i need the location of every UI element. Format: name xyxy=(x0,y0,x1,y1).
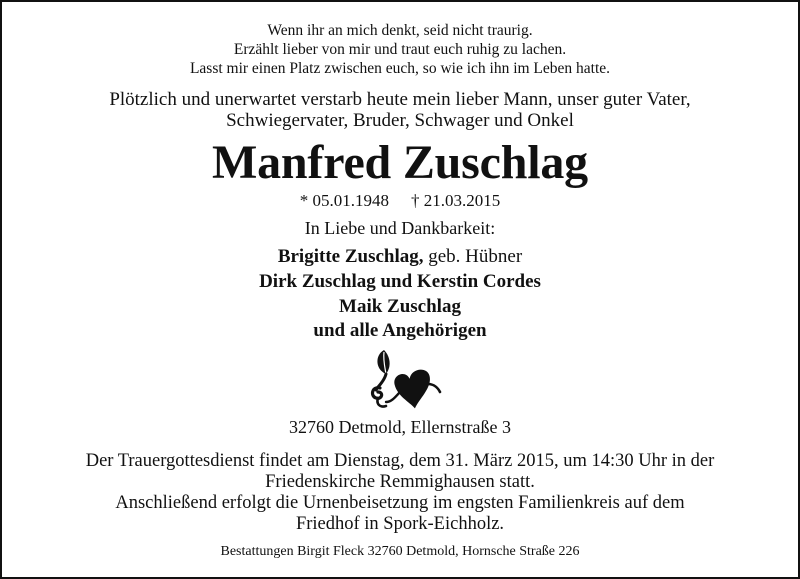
poem-line-1: Wenn ihr an mich denkt, seid nicht traurig. xyxy=(267,22,533,39)
service-line-3: Anschließend erfolgt die Urnenbeisetzung im engsten Familienkreis auf dem xyxy=(115,493,685,513)
heart-with-leaf-icon xyxy=(366,346,442,410)
mourner-line-1: Dirk Zuschlag und Kerstin Cordes xyxy=(259,271,541,292)
mourner-line-3: und alle Angehörigen xyxy=(313,320,487,341)
intro-line-1: Plötzlich und unerwartet verstarb heute mein lieber Mann, unser guter Vater, xyxy=(109,89,691,110)
thanks-line: In Liebe und Dankbarkeit: xyxy=(304,218,496,238)
death-date: † 21.03.2015 xyxy=(411,191,501,210)
undertaker-line: Bestattungen Birgit Fleck 32760 Detmold, Hornsche Straße 226 xyxy=(220,544,580,559)
poem-line-2: Erzählt lieber von mir und traut euch ruhig zu lachen. xyxy=(233,41,567,58)
service-line-1: Der Trauergottesdienst findet am Dienstag, dem 31. März 2015, um 14:30 Uhr in der xyxy=(85,451,715,471)
poem-line-3: Lasst mir einen Platz zwischen euch, so wie ich ihn im Leben hatte. xyxy=(189,60,611,77)
intro-line-2: Schwiegervater, Bruder, Schwager und Onkel xyxy=(226,110,574,131)
spouse-maiden-name: geb. Hübner xyxy=(428,246,523,267)
life-dates xyxy=(2,191,798,211)
address-line: 32760 Detmold, Ellernstraße 3 xyxy=(289,417,511,437)
deceased-name: Manfred Zuschlag xyxy=(212,136,588,189)
mourner-line-2: Maik Zuschlag xyxy=(339,296,461,317)
spouse-name: Brigitte Zuschlag, xyxy=(277,246,424,267)
service-line-4: Friedhof in Spork-Eichholz. xyxy=(295,514,505,534)
birth-date: * 05.01.1948 xyxy=(299,191,389,210)
service-line-2: Friedenskirche Remmighausen statt. xyxy=(265,472,535,492)
mourner-spouse xyxy=(2,246,798,268)
